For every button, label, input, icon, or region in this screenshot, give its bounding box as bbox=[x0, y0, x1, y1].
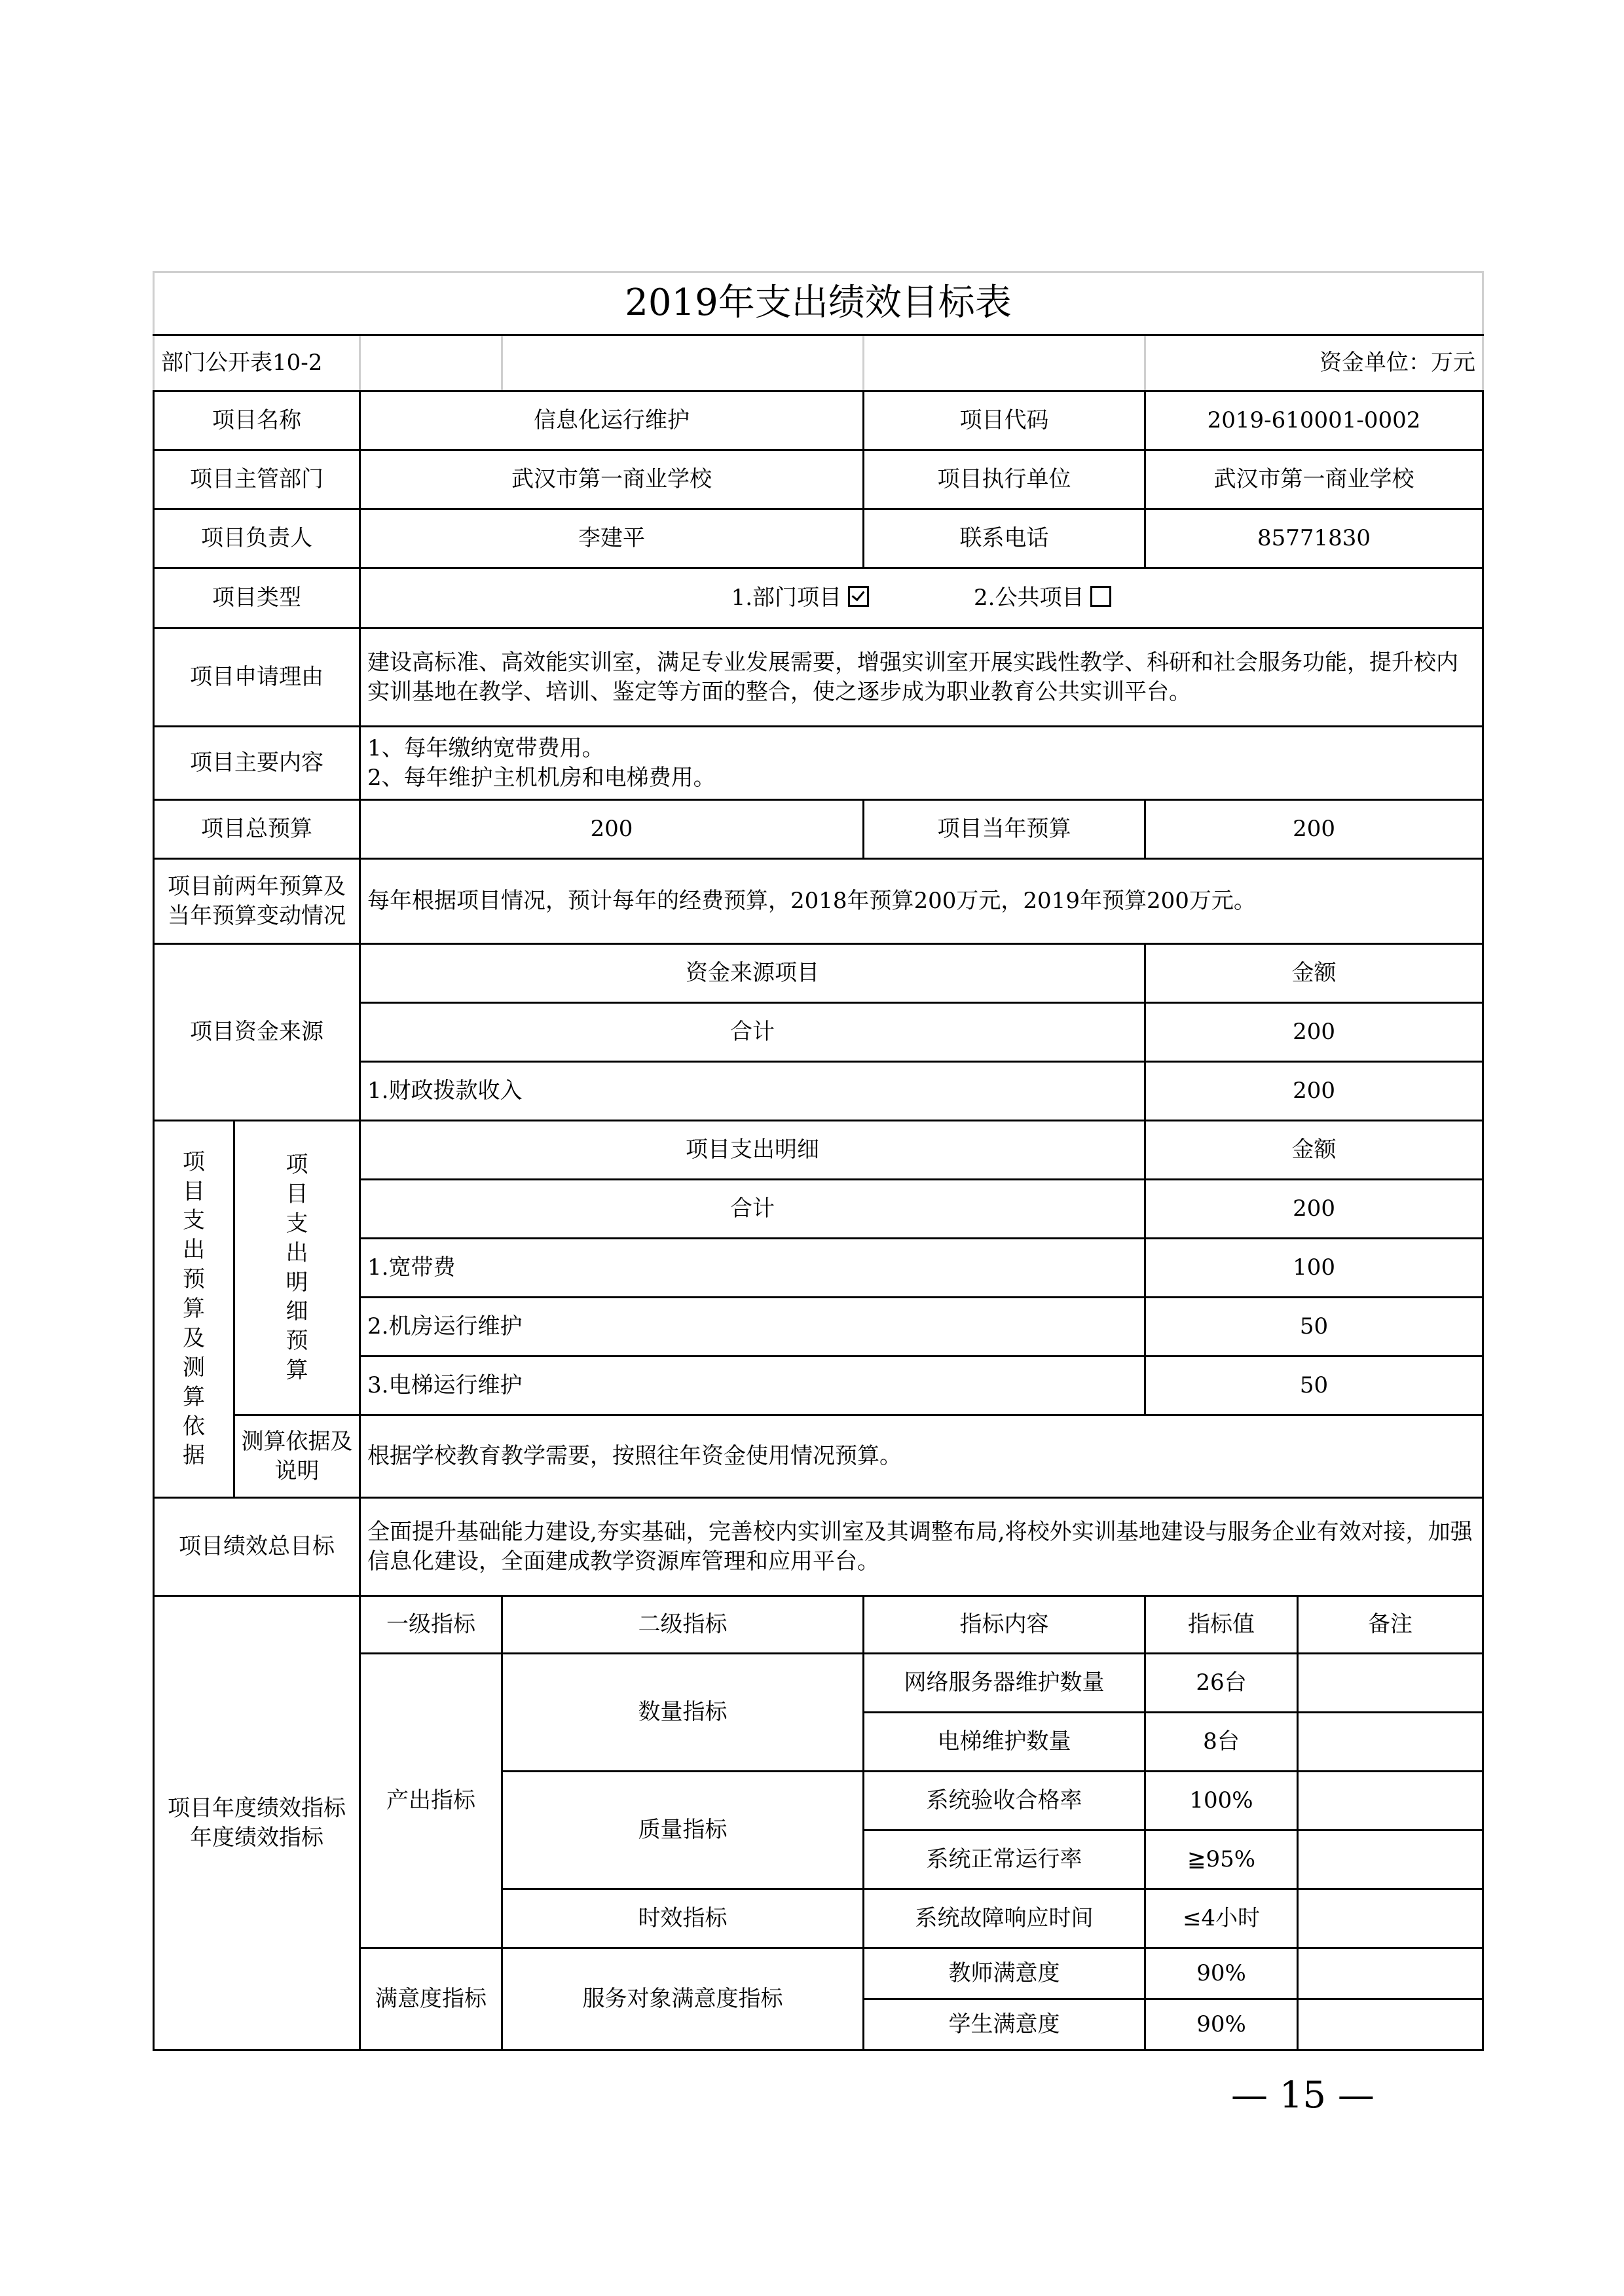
output-indicator: 产出指标 bbox=[360, 1654, 502, 1948]
form-number: 部门公开表10-2 bbox=[154, 335, 360, 392]
expense-inner-label-text: 项目支出明细预算 bbox=[286, 1152, 308, 1384]
indicator-value: 8台 bbox=[1145, 1713, 1298, 1772]
reason-text: 建设高标准、高效能实训室，满足专业发展需要，增强实训室开展实践性教学、科研和社会服务功能，提升校内实训基地在教学、培训、鉴定等方面的整合，使之逐步成为职业教育公共实训平台。 bbox=[360, 629, 1483, 727]
content-line-2: 2、每年维护主机机房和电梯费用。 bbox=[367, 764, 716, 791]
funding-item: 1.财政拨款收入 bbox=[360, 1062, 1145, 1121]
project-code-label: 项目代码 bbox=[864, 392, 1145, 450]
page-number: — 15 — bbox=[1231, 2074, 1375, 2117]
header-level1: 一级指标 bbox=[360, 1596, 502, 1654]
header-content: 指标内容 bbox=[864, 1596, 1145, 1654]
expense-total: 200 bbox=[1145, 1180, 1483, 1239]
budget-change-label-line-1: 项目前两年预算及 bbox=[168, 873, 346, 900]
blank-cell bbox=[864, 335, 1145, 392]
annual-indicator-label-line-1: 项目年度绩效指标 bbox=[168, 1795, 346, 1822]
expense-outer-label bbox=[154, 1121, 234, 1498]
indicator-content: 系统故障响应时间 bbox=[864, 1889, 1145, 1948]
basis-label-line-1: 测算依据及 bbox=[241, 1429, 353, 1455]
indicator-remark bbox=[1298, 1948, 1483, 1999]
currency-unit: 资金单位：万元 bbox=[1145, 335, 1483, 392]
budget-change-label bbox=[154, 859, 360, 944]
expense-outer-label-text: 项目支出预算及测算依据 bbox=[183, 1148, 205, 1469]
performance-goal-text: 全面提升基础能力建设,夯实基础，完善校内实训室及其调整布局,将校外实训基地建设与服务企业有效对接，加强信息化建设，全面建成教学资源库管理和应用平台。 bbox=[360, 1498, 1483, 1596]
reason-label: 项目申请理由 bbox=[154, 629, 360, 727]
executing-unit-label: 项目执行单位 bbox=[864, 450, 1145, 509]
content-line-1: 1、每年缴纳宽带费用。 bbox=[367, 735, 604, 762]
expense-row-amount: 50 bbox=[1145, 1298, 1483, 1357]
funding-total-label: 合计 bbox=[360, 1003, 1145, 1062]
indicator-content: 学生满意度 bbox=[864, 1999, 1145, 2050]
project-name: 信息化运行维护 bbox=[360, 392, 864, 450]
quality-indicator: 质量指标 bbox=[502, 1772, 864, 1889]
indicator-remark bbox=[1298, 1713, 1483, 1772]
indicator-value: 90% bbox=[1145, 1999, 1298, 2050]
expense-row-item: 1.宽带费 bbox=[360, 1239, 1145, 1298]
header-level2: 二级指标 bbox=[502, 1596, 864, 1654]
project-name-label: 项目名称 bbox=[154, 392, 360, 450]
expense-amount-header: 金额 bbox=[1145, 1121, 1483, 1180]
total-budget-label: 项目总预算 bbox=[154, 800, 360, 859]
indicator-remark bbox=[1298, 1999, 1483, 2050]
year-budget-label: 项目当年预算 bbox=[864, 800, 1145, 859]
expense-item-header: 项目支出明细 bbox=[360, 1121, 1145, 1180]
annual-indicator-label-line-2: 年度绩效指标 bbox=[190, 1824, 323, 1851]
phone-label: 联系电话 bbox=[864, 509, 1145, 568]
executing-unit: 武汉市第一商业学校 bbox=[1145, 450, 1483, 509]
header-remark: 备注 bbox=[1298, 1596, 1483, 1654]
indicator-value: 100% bbox=[1145, 1772, 1298, 1831]
project-code: 2019-610001-0002 bbox=[1145, 392, 1483, 450]
phone: 85771830 bbox=[1145, 509, 1483, 568]
indicator-value: 90% bbox=[1145, 1948, 1298, 1999]
indicator-value: 26台 bbox=[1145, 1654, 1298, 1713]
type-option-public: 2.公共项目 bbox=[974, 585, 1084, 611]
unchecked-box-icon bbox=[1090, 586, 1111, 607]
project-owner-label: 项目负责人 bbox=[154, 509, 360, 568]
project-type-options bbox=[360, 568, 1483, 629]
budget-change-text: 每年根据项目情况，预计每年的经费预算，2018年预算200万元，2019年预算200万元。 bbox=[360, 859, 1483, 944]
indicator-content: 教师满意度 bbox=[864, 1948, 1145, 1999]
expense-inner-label bbox=[234, 1121, 360, 1415]
content-label: 项目主要内容 bbox=[154, 727, 360, 800]
expense-row-item: 3.电梯运行维护 bbox=[360, 1357, 1145, 1415]
blank-cell bbox=[502, 335, 864, 392]
project-type-label: 项目类型 bbox=[154, 568, 360, 629]
indicator-remark bbox=[1298, 1831, 1483, 1889]
funding-item-header: 资金来源项目 bbox=[360, 944, 1145, 1003]
indicator-content: 网络服务器维护数量 bbox=[864, 1654, 1145, 1713]
satisfaction-indicator: 满意度指标 bbox=[360, 1948, 502, 2050]
total-budget: 200 bbox=[360, 800, 864, 859]
type-option-dept: 1.部门项目 bbox=[731, 585, 842, 611]
indicator-value: ≤4小时 bbox=[1145, 1889, 1298, 1948]
timeliness-indicator: 时效指标 bbox=[502, 1889, 864, 1948]
content-text bbox=[360, 727, 1483, 800]
indicator-remark bbox=[1298, 1654, 1483, 1713]
expense-row-item: 2.机房运行维护 bbox=[360, 1298, 1145, 1357]
expense-row-amount: 50 bbox=[1145, 1357, 1483, 1415]
performance-goal-label: 项目绩效总目标 bbox=[154, 1498, 360, 1596]
funding-item-amount: 200 bbox=[1145, 1062, 1483, 1121]
supervising-dept-label: 项目主管部门 bbox=[154, 450, 360, 509]
indicator-value: ≧95% bbox=[1145, 1831, 1298, 1889]
header-value: 指标值 bbox=[1145, 1596, 1298, 1654]
project-owner: 李建平 bbox=[360, 509, 864, 568]
checked-box-icon bbox=[848, 586, 869, 607]
funding-source-label: 项目资金来源 bbox=[154, 944, 360, 1121]
basis-text: 根据学校教育教学需要，按照往年资金使用情况预算。 bbox=[360, 1415, 1483, 1498]
quantity-indicator: 数量指标 bbox=[502, 1654, 864, 1772]
page-title: 2019年支出绩效目标表 bbox=[154, 272, 1483, 335]
annual-indicator-label bbox=[154, 1596, 360, 2050]
year-budget: 200 bbox=[1145, 800, 1483, 859]
basis-label-line-2: 说明 bbox=[274, 1457, 320, 1484]
service-satisfaction-indicator: 服务对象满意度指标 bbox=[502, 1948, 864, 2050]
indicator-remark bbox=[1298, 1889, 1483, 1948]
indicator-content: 电梯维护数量 bbox=[864, 1713, 1145, 1772]
funding-total: 200 bbox=[1145, 1003, 1483, 1062]
blank-cell bbox=[360, 335, 502, 392]
performance-target-table bbox=[153, 271, 1484, 2051]
indicator-content: 系统验收合格率 bbox=[864, 1772, 1145, 1831]
supervising-dept: 武汉市第一商业学校 bbox=[360, 450, 864, 509]
expense-total-label: 合计 bbox=[360, 1180, 1145, 1239]
indicator-remark bbox=[1298, 1772, 1483, 1831]
basis-label bbox=[234, 1415, 360, 1498]
funding-amount-header: 金额 bbox=[1145, 944, 1483, 1003]
budget-change-label-line-2: 当年预算变动情况 bbox=[168, 902, 346, 929]
indicator-content: 系统正常运行率 bbox=[864, 1831, 1145, 1889]
expense-row-amount: 100 bbox=[1145, 1239, 1483, 1298]
